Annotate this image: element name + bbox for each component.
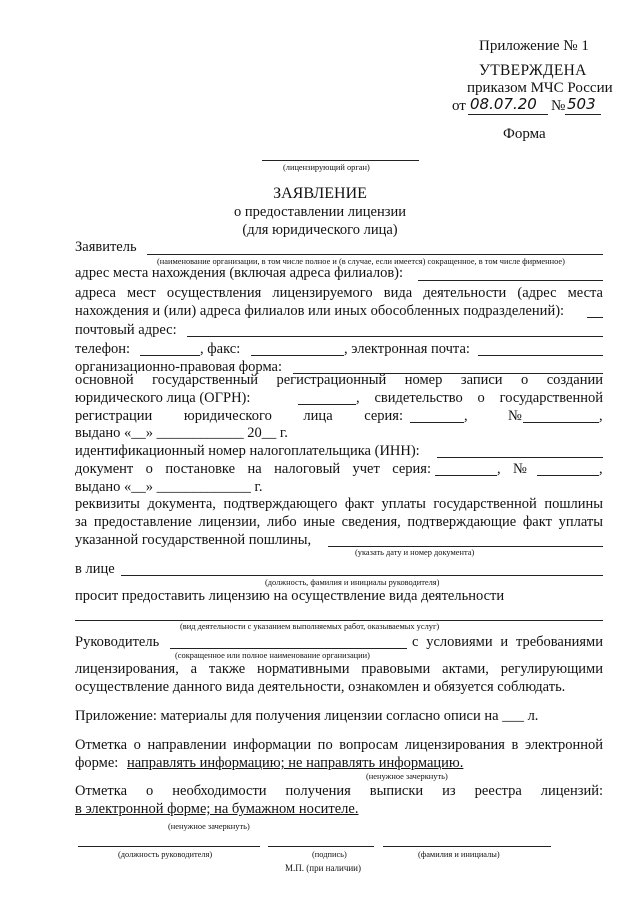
in-person-field[interactable] — [121, 575, 603, 576]
activity-caption: (вид деятельности с указанием выполняемых работ, оказываемых услуг) — [180, 622, 440, 631]
licensing-line-2: осуществление данного вида деятельности, ознакомлен и обязуется соблюдать. — [75, 679, 566, 695]
signature-position-caption: (должность руководителя) — [118, 850, 213, 859]
fee-line-2: за предоставление лицензии, либо иные сведения, подтверждающие факт уплаты — [75, 514, 603, 530]
head-label: Руководитель — [75, 634, 160, 650]
address-location-label: адрес места нахождения (включая адреса филиалов): — [75, 265, 404, 281]
document-subtitle: о предоставлении лицензии — [234, 204, 406, 220]
address-activity-field[interactable] — [587, 317, 603, 318]
postal-label: почтовый адрес: — [75, 322, 177, 338]
fee-field[interactable] — [328, 546, 603, 547]
mark-info-form-label: форме: — [75, 755, 119, 771]
postal-field[interactable] — [187, 336, 603, 337]
applicant-caption: (наименование организации, в том числе полное и (в случае, если имеется) сокращенное, в том числе фирменное) — [157, 257, 565, 266]
stamp-caption: М.П. (при наличии) — [285, 863, 361, 873]
attachment-text: Приложение: материалы для получения лицензии согласно описи на ___ л. — [75, 708, 539, 724]
order-date-prefix: от — [452, 98, 466, 114]
in-person-label: в лице — [75, 561, 115, 577]
fee-caption: (указать дату и номер документа) — [355, 548, 475, 557]
issued-date-2: выдано «__» _____________ г. — [75, 479, 263, 495]
order-number-prefix: № — [551, 98, 566, 114]
authority-caption: (лицензирующий орган) — [283, 163, 370, 172]
inn-label: идентификационный номер налогоплательщика (ИНН): — [75, 443, 420, 459]
strike-caption-2: (ненужное зачеркнуть) — [168, 822, 250, 831]
form-label: Форма — [503, 126, 546, 142]
request-text: просит предоставить лицензию на осуществление вида деятельности — [75, 588, 505, 604]
issued-date-1: выдано «__» ____________ 20__ г. — [75, 425, 288, 441]
tax-doc-series-label: документ о постановке на налоговый учет серия: — [75, 461, 431, 477]
mark-info-line-1: Отметка о направлении информации по вопросам лицензирования в электронной — [75, 737, 603, 753]
signature-position-field[interactable] — [78, 846, 260, 847]
certificate-label: , свидетельство о государственной — [356, 390, 603, 406]
mark-extract-line-1: Отметка о необходимости получения выписки из реестра лицензий: — [75, 783, 603, 799]
signature-sign-field[interactable] — [268, 846, 374, 847]
order-date-line — [468, 114, 548, 115]
fax-field[interactable] — [251, 355, 344, 356]
signature-sign-caption: (подпись) — [312, 850, 347, 859]
head-caption: (сокращенное или полное наименование организации) — [175, 651, 370, 660]
email-field[interactable] — [478, 355, 603, 356]
fee-line-1: реквизиты документа, подтверждающего факт уплаты государственной пошлины — [75, 496, 603, 512]
applicant-label: Заявитель — [75, 239, 137, 255]
applicant-field[interactable] — [147, 254, 603, 255]
registration-series-label: регистрации юридического лица серия: — [75, 408, 403, 424]
phone-field[interactable] — [140, 355, 200, 356]
activity-field[interactable] — [75, 620, 603, 621]
document-subtitle-2: (для юридического лица) — [242, 222, 398, 238]
registration-number-comma: , — [599, 408, 603, 424]
authority-line[interactable] — [262, 160, 419, 161]
order-number-line — [565, 114, 601, 115]
strike-caption-1: (ненужное зачеркнуть) — [366, 772, 448, 781]
licensing-line-1: лицензирования, а также нормативными правовыми актами, регулирующими — [75, 661, 603, 677]
order-number-handwritten: 503 — [567, 95, 596, 113]
address-activity-line-1: адреса мест осуществления лицензируемого вида деятельности (адрес места — [75, 285, 603, 301]
in-person-caption: (должность, фамилия и инициалы руководителя) — [265, 578, 440, 587]
tax-doc-number-field[interactable] — [537, 475, 599, 476]
address-location-field[interactable] — [418, 280, 603, 281]
order-date-handwritten: 08.07.20 — [470, 95, 537, 113]
ogrn-field[interactable] — [298, 404, 356, 405]
ogrn-line-1: основной государственный регистрационный номер записи о создании — [75, 372, 603, 388]
inn-field[interactable] — [437, 457, 603, 458]
fax-label: , факс: — [200, 341, 241, 357]
address-activity-line-2: нахождения и (или) адреса филиалов или иных обособленных подразделений): — [75, 303, 565, 319]
signature-name-field[interactable] — [383, 846, 551, 847]
registration-number-label: № — [508, 408, 522, 424]
order-label: приказом МЧС России — [467, 80, 613, 96]
approved-label: УТВЕРЖДЕНА — [479, 62, 587, 79]
appendix-number: Приложение № 1 — [479, 38, 589, 54]
head-field[interactable] — [170, 648, 407, 649]
registration-series-field[interactable] — [410, 422, 464, 423]
signature-name-caption: (фамилия и инициалы) — [418, 850, 500, 859]
tax-doc-number-label: № — [513, 461, 527, 477]
fee-line-3: указанной государственной пошлины, — [75, 532, 312, 548]
tax-doc-number-comma: , — [599, 461, 603, 477]
tax-doc-series-field[interactable] — [435, 475, 497, 476]
org-form-label: организационно-правовая форма: — [75, 359, 282, 375]
tax-doc-comma: , — [497, 461, 501, 477]
email-label: , электронная почта: — [344, 341, 470, 357]
mark-extract-options[interactable]: в электронной форме; на бумажном носителе. — [75, 801, 359, 817]
phone-label: телефон: — [75, 341, 131, 357]
registration-comma: , — [464, 408, 468, 424]
document-title: ЗАЯВЛЕНИЕ — [273, 185, 367, 202]
registration-number-field[interactable] — [523, 422, 599, 423]
mark-info-options[interactable]: направлять информацию; не направлять информацию. — [127, 755, 464, 771]
ogrn-label: юридического лица (ОГРН): — [75, 390, 251, 406]
head-tail-text: с условиями и требованиями — [412, 634, 603, 650]
